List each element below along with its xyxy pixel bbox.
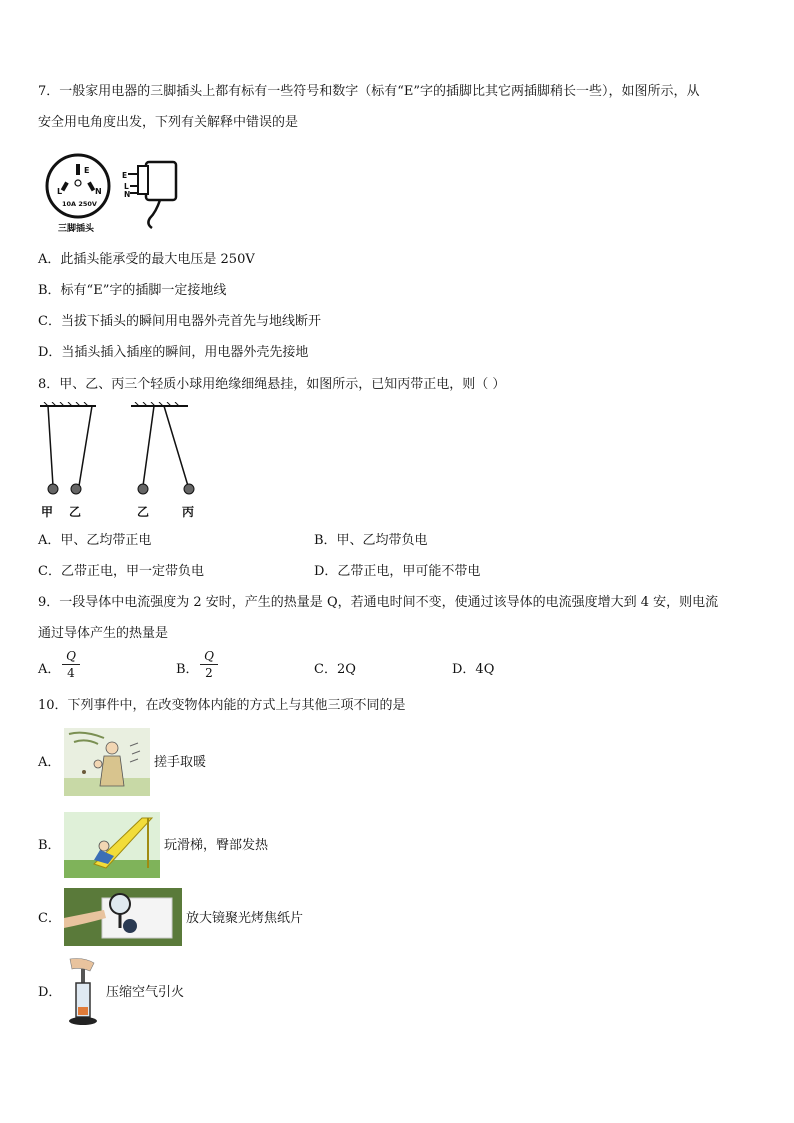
q8-stem: 8．甲、乙、丙三个轻质小球用绝缘细绳悬挂，如图所示，已知丙带正电，则（ ）	[38, 377, 506, 392]
q9-option-a-label: A．	[38, 662, 61, 677]
q7-option-d: D．当插头插入插座的瞬间，用电器外壳先接地	[38, 345, 309, 360]
plug-face-label-l: L	[57, 187, 63, 196]
ball-jia	[48, 484, 58, 494]
q9-option-b-label: B．	[176, 662, 199, 677]
image-a-leaf	[82, 770, 86, 774]
three-pin-plug-figure	[44, 152, 194, 234]
string-yi-left	[79, 406, 92, 486]
label-jia: 甲	[41, 505, 54, 519]
q9-option-b-fraction	[200, 649, 218, 680]
image-d-cotton	[78, 1007, 88, 1015]
image-b-grass	[64, 860, 160, 878]
magnifier-image	[64, 888, 182, 946]
image-a-person-body	[100, 756, 124, 786]
q9-option-a-denominator: 4	[67, 666, 75, 680]
q9-option-c: C．2Q	[314, 662, 356, 677]
q7-stem-line1: 7．一般家用电器的三脚插头上都有标有一些符号和数字（标有“E”字的插脚比其它两插脚稍长一些），如图所示，从	[38, 84, 700, 99]
q9-option-b-denominator: 2	[205, 666, 213, 680]
image-a-person-hands	[94, 760, 102, 768]
q10-option-a-text: 搓手取暖	[154, 755, 207, 770]
image-c-magnifier-lens	[110, 894, 130, 914]
q7-stem-line2: 安全用电角度出发，下列有关解释中错误的是	[38, 115, 299, 130]
q9-stem-line1: 9．一段导体中电流强度为 2 安时，产生的热量是 Q，若通电时间不变，使通过该导体的电流强度增大到 4 安，则电流	[38, 595, 719, 610]
q10-option-c-label: C．	[38, 911, 61, 926]
q10-option-b-text: 玩滑梯，臀部发热	[164, 838, 269, 853]
label-yi-left: 乙	[69, 505, 82, 519]
rubbing-hands-image	[64, 728, 150, 796]
q9-option-a-numerator: Q	[66, 649, 76, 663]
plug-side-label-e: E	[122, 171, 128, 180]
plug-side-cord	[148, 200, 160, 228]
image-c-burn-spot	[123, 919, 137, 933]
plug-caption: 三脚插头	[58, 224, 95, 234]
ball-bing	[184, 484, 194, 494]
q9-stem-line2: 通过导体产生的热量是	[38, 626, 169, 641]
image-a-person-head	[106, 742, 118, 754]
q7-option-a: A．此插头能承受的最大电压是 250V	[38, 252, 255, 267]
string-bing	[164, 406, 188, 486]
q8-option-b: B．甲、乙均带负电	[314, 533, 428, 548]
q8-option-c: C．乙带正电，甲一定带负电	[38, 564, 204, 579]
q9-option-b-fraction-bar	[200, 664, 218, 665]
ball-yi-left	[71, 484, 81, 494]
string-jia	[48, 406, 53, 486]
q10-option-a-label: A．	[38, 755, 61, 770]
label-bing: 丙	[182, 505, 195, 519]
image-d-base	[69, 1017, 97, 1025]
image-b-child-head	[99, 841, 109, 851]
plug-face-pin-e	[76, 164, 80, 175]
label-yi-right: 乙	[137, 505, 150, 519]
q7-option-c: C．当拔下插头的瞬间用电器外壳首先与地线断开	[38, 314, 321, 329]
q9-option-b-numerator: Q	[204, 649, 214, 663]
ball-yi-right	[138, 484, 148, 494]
plug-face-rating: 10A 250V	[62, 200, 97, 208]
string-yi-right	[143, 406, 154, 486]
plug-side-collar	[138, 166, 148, 194]
plug-side-label-l: L	[124, 182, 129, 191]
plug-side-label-n: N	[124, 190, 131, 199]
q9-option-a-fraction	[62, 649, 80, 680]
q9-option-d: D．4Q	[452, 662, 495, 677]
slide-image	[64, 812, 160, 878]
q10-option-d-label: D．	[38, 985, 62, 1000]
air-compression-image	[64, 957, 102, 1027]
q10-stem: 10．下列事件中，在改变物体内能的方式上与其他三项不同的是	[38, 698, 406, 713]
plug-side-body	[146, 162, 176, 200]
q10-option-d-text: 压缩空气引火	[106, 985, 185, 1000]
q10-option-c-text: 放大镜聚光烤焦纸片	[186, 911, 304, 926]
image-d-piston-rod	[81, 969, 85, 983]
plug-face-label-n: N	[95, 187, 102, 196]
charged-balls-figure	[36, 402, 202, 520]
q10-option-b-label: B．	[38, 838, 61, 853]
q8-option-d: D．乙带正电，甲可能不带电	[314, 564, 481, 579]
q9-option-a-fraction-bar	[62, 664, 80, 665]
plug-face-label-e: E	[84, 166, 90, 175]
q8-option-a: A．甲、乙均带正电	[38, 533, 152, 548]
q7-option-b: B．标有“E”字的插脚一定接地线	[38, 283, 227, 298]
